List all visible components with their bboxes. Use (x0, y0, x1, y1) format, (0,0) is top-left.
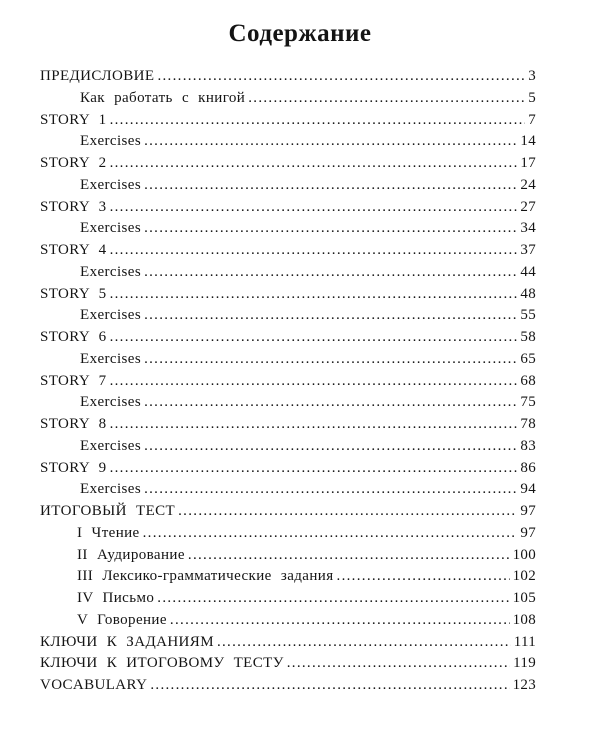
toc-entry-page-number: 105 (512, 590, 536, 606)
toc-entry[interactable] (40, 632, 536, 654)
toc-entry[interactable] (40, 501, 536, 523)
toc-entry-page-number: 3 (528, 68, 536, 84)
toc-entry-label: Exercises (80, 176, 142, 193)
toc-entry[interactable] (40, 240, 536, 262)
dot-leader (110, 153, 518, 175)
dot-leader (150, 675, 509, 697)
toc-entry-label: Exercises (80, 481, 142, 498)
dot-leader (144, 175, 517, 197)
toc-entry-label: КЛЮЧИ К ЗАДАНИЯМ (40, 633, 214, 650)
dot-leader (144, 262, 517, 284)
dot-leader (337, 566, 510, 588)
toc-entry-label: Exercises (80, 437, 142, 454)
dot-leader (157, 66, 525, 88)
toc-entry[interactable] (40, 458, 536, 480)
toc-entry-label: Exercises (80, 394, 142, 411)
toc-entry-page-number: 111 (513, 633, 536, 650)
toc-entry-page-number: 75 (520, 394, 536, 411)
toc-entry[interactable] (40, 88, 536, 110)
toc-entry-page-number: 94 (520, 481, 536, 498)
toc-entry-label: II Аудирование (77, 546, 185, 563)
toc-entry-label: STORY 6 (40, 329, 107, 345)
toc-entry[interactable] (40, 284, 536, 306)
toc-entry-label: Exercises (80, 133, 142, 150)
toc-entry[interactable] (40, 349, 536, 371)
dot-leader (170, 610, 510, 632)
toc-entry[interactable] (40, 610, 536, 632)
toc-entry[interactable] (40, 371, 536, 393)
toc-entry-page-number: 108 (512, 611, 536, 628)
toc-entry-label: III Лексико-грамматические задания (77, 568, 334, 585)
toc-entry-page-number: 55 (520, 307, 536, 324)
dot-leader (110, 197, 518, 219)
toc-entry-label: STORY 4 (40, 242, 107, 258)
toc-entry-page-number: 7 (528, 111, 536, 128)
dot-leader (110, 240, 518, 262)
toc-entry-label: STORY 9 (40, 459, 107, 476)
dot-leader (144, 479, 517, 501)
toc-entry-page-number: 123 (512, 677, 536, 693)
toc-entry-page-number: 68 (520, 372, 536, 389)
dot-leader (157, 588, 509, 610)
toc-entry-label: STORY 7 (40, 372, 107, 389)
toc-entry[interactable] (40, 675, 536, 697)
toc-entry[interactable] (40, 218, 536, 240)
toc-entry[interactable] (40, 327, 536, 349)
dot-leader (144, 218, 517, 240)
toc-entry-page-number: 65 (520, 350, 536, 367)
toc-entry-page-number: 78 (520, 416, 536, 432)
toc-entry-label: STORY 1 (40, 111, 107, 128)
dot-leader (110, 110, 526, 132)
dot-leader (178, 501, 517, 523)
dot-leader (144, 436, 517, 458)
toc-entry-label: Как работать с книгой (80, 89, 246, 106)
toc-entry-label: Exercises (80, 350, 142, 367)
dot-leader (110, 371, 518, 393)
dot-leader (110, 327, 518, 349)
toc-entry[interactable] (40, 653, 536, 675)
toc-entry[interactable] (40, 545, 536, 567)
toc-entry[interactable] (40, 566, 536, 588)
toc-entry-page-number: 24 (520, 176, 536, 193)
toc-entry-label: Exercises (80, 307, 142, 324)
toc-entry-page-number: 97 (520, 503, 536, 519)
toc-entry-page-number: 102 (512, 568, 536, 585)
toc-entry-label: I Чтение (77, 524, 140, 541)
toc-entry-page-number: 27 (520, 198, 536, 215)
toc-entry-label: ИТОГОВЫЙ ТЕСТ (40, 503, 176, 519)
toc-entry[interactable] (40, 131, 536, 153)
toc-entry-label: Exercises (80, 220, 142, 237)
dot-leader (144, 305, 517, 327)
toc-entry-page-number: 14 (520, 133, 536, 150)
toc-entry-label: Exercises (80, 263, 142, 280)
toc-entry[interactable] (40, 305, 536, 327)
toc-entry[interactable] (40, 262, 536, 284)
toc-entry[interactable] (40, 66, 536, 88)
toc-entry[interactable] (40, 523, 536, 545)
toc-entry[interactable] (40, 436, 536, 458)
toc-entry-page-number: 58 (520, 329, 536, 345)
dot-leader (110, 284, 518, 306)
page-title: Содержание (228, 20, 372, 47)
dot-leader (110, 458, 518, 480)
dot-leader (287, 653, 510, 675)
toc-entry-label: VOCABULARY (40, 677, 148, 693)
toc-entry-label: IV Письмо (77, 590, 155, 606)
toc-entry[interactable] (40, 414, 536, 436)
toc-entry-page-number: 100 (512, 546, 536, 563)
toc-entry-page-number: 17 (520, 155, 536, 171)
dot-leader (217, 632, 511, 654)
dot-leader (110, 414, 518, 436)
toc-entry-page-number: 97 (520, 524, 536, 541)
toc-entry-label: STORY 8 (40, 416, 107, 432)
toc-entry-page-number: 34 (520, 220, 536, 237)
toc-entry-label: STORY 5 (40, 285, 107, 302)
dot-leader (188, 545, 510, 567)
dot-leader (144, 349, 517, 371)
toc-entry-label: ПРЕДИСЛОВИЕ (40, 68, 155, 84)
toc-entry-page-number: 83 (520, 437, 536, 454)
toc-entry-label: КЛЮЧИ К ИТОГОВОМУ ТЕСТУ (40, 655, 284, 672)
toc-entry-page-number: 86 (520, 459, 536, 476)
toc-entry-page-number: 44 (520, 263, 536, 280)
toc-entry[interactable] (40, 153, 536, 175)
toc-entry[interactable] (40, 197, 536, 219)
toc-entry[interactable] (40, 479, 536, 501)
toc-list (40, 66, 536, 697)
toc-entry[interactable] (40, 588, 536, 610)
toc-entry[interactable] (40, 175, 536, 197)
dot-leader (248, 88, 525, 110)
dot-leader (144, 131, 517, 153)
toc-entry-page-number: 48 (520, 285, 536, 302)
toc-entry-page-number: 5 (528, 89, 536, 106)
toc-entry[interactable] (40, 392, 536, 414)
toc-entry-label: STORY 2 (40, 155, 107, 171)
toc-entry[interactable] (40, 110, 536, 132)
toc-entry-page-number: 119 (513, 655, 536, 672)
dot-leader (143, 523, 518, 545)
toc-entry-page-number: 37 (520, 242, 536, 258)
toc-entry-label: V Говорение (77, 611, 167, 628)
dot-leader (144, 392, 517, 414)
toc-entry-label: STORY 3 (40, 198, 107, 215)
